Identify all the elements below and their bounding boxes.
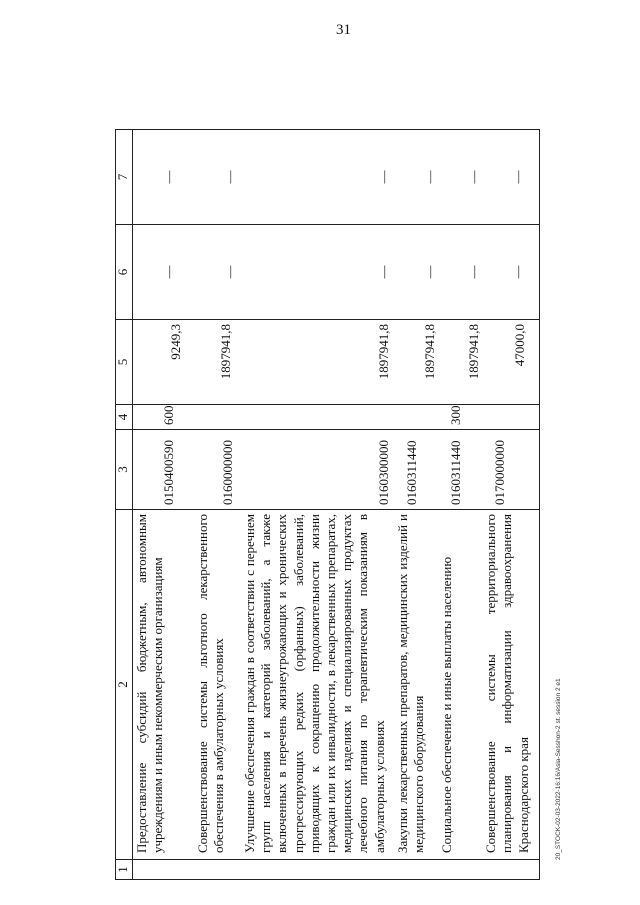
row-number-cell xyxy=(194,860,241,880)
table-row xyxy=(482,130,540,880)
rotated-table-wrapper xyxy=(115,130,580,880)
row-description: Совершенствование системы льготного лекарственного обеспечения в амбулаторных условиях xyxy=(194,510,241,860)
row-kind xyxy=(482,405,540,430)
row-amount: 1897941,8 xyxy=(241,320,394,405)
row-amount: 9249,3 xyxy=(133,320,195,405)
side-note-text: 20_STOCK-02-03-2022-16:16/Asia-Sesshon-2 st. session 2 e1 xyxy=(555,678,562,860)
header-col-6: 6 xyxy=(116,225,133,320)
row-number-cell xyxy=(482,860,540,880)
row-col6: — xyxy=(133,225,195,320)
row-description: Закупки лекарственных препаратов, медицинских изделий и медицинского оборудования xyxy=(394,510,438,860)
row-col6: — xyxy=(194,225,241,320)
row-col7: — xyxy=(482,130,540,225)
header-col-4: 4 xyxy=(116,405,133,430)
row-kind xyxy=(194,405,241,430)
table-row xyxy=(133,130,195,880)
table-row xyxy=(194,130,241,880)
row-col6: — xyxy=(482,225,540,320)
row-col6: — xyxy=(394,225,438,320)
header-col-1: 1 xyxy=(116,860,133,880)
row-number-cell xyxy=(241,860,394,880)
header-col-7: 7 xyxy=(116,130,133,225)
header-col-3: 3 xyxy=(116,430,133,510)
row-amount: 1897941,8 xyxy=(394,320,438,405)
row-amount: 1897941,8 xyxy=(194,320,241,405)
table-row xyxy=(241,130,394,880)
row-number-cell xyxy=(394,860,438,880)
table-row xyxy=(438,130,482,880)
header-row xyxy=(116,130,133,880)
row-amount: 47000,0 xyxy=(482,320,540,405)
row-code: 0150400590 xyxy=(133,430,195,510)
budget-table xyxy=(115,129,540,880)
row-kind xyxy=(241,405,394,430)
row-description: Улучшение обеспечения граждан в соответствии с перечнем групп населения и категорий заболеваний, а также включенных в перечень жизнеугрожающих и хронических прогрессирующих редких (орфанных) заболеваний, приводящих к сокращению продолжительности жизни граждан или их инвалидности, в лекарственных препаратах, медицинских изделиях и специализированных продуктах лечебного питания по терапевтическим показаниям в амбулаторных условиях xyxy=(241,510,394,860)
header-col-2: 2 xyxy=(116,510,133,860)
row-code: 0160311440 xyxy=(394,430,438,510)
row-number-cell xyxy=(133,860,195,880)
row-kind: 300 xyxy=(438,405,482,430)
row-code: 0160000000 xyxy=(194,430,241,510)
row-kind xyxy=(394,405,438,430)
row-description: Предоставление субсидий бюджетным, автономным учреждениям и иным некоммерческим организациям xyxy=(133,510,195,860)
page-number: 31 xyxy=(336,22,351,38)
row-amount: 1897941,8 xyxy=(438,320,482,405)
row-col6: — xyxy=(438,225,482,320)
row-col7: — xyxy=(241,130,394,225)
row-number-cell xyxy=(438,860,482,880)
row-code: 0170000000 xyxy=(482,430,540,510)
header-col-5: 5 xyxy=(116,320,133,405)
row-col7: — xyxy=(394,130,438,225)
row-description: Социальное обеспечение и иные выплаты населению xyxy=(438,510,482,860)
row-code: 0160311440 xyxy=(438,430,482,510)
row-col7: — xyxy=(438,130,482,225)
row-kind: 600 xyxy=(133,405,195,430)
row-description: Совершенствование системы территориального планирования и информатизации здравоохранения Краснодарского края xyxy=(482,510,540,860)
row-col7: — xyxy=(194,130,241,225)
row-code: 0160300000 xyxy=(241,430,394,510)
table-row xyxy=(394,130,438,880)
row-col7: — xyxy=(133,130,195,225)
row-col6: — xyxy=(241,225,394,320)
